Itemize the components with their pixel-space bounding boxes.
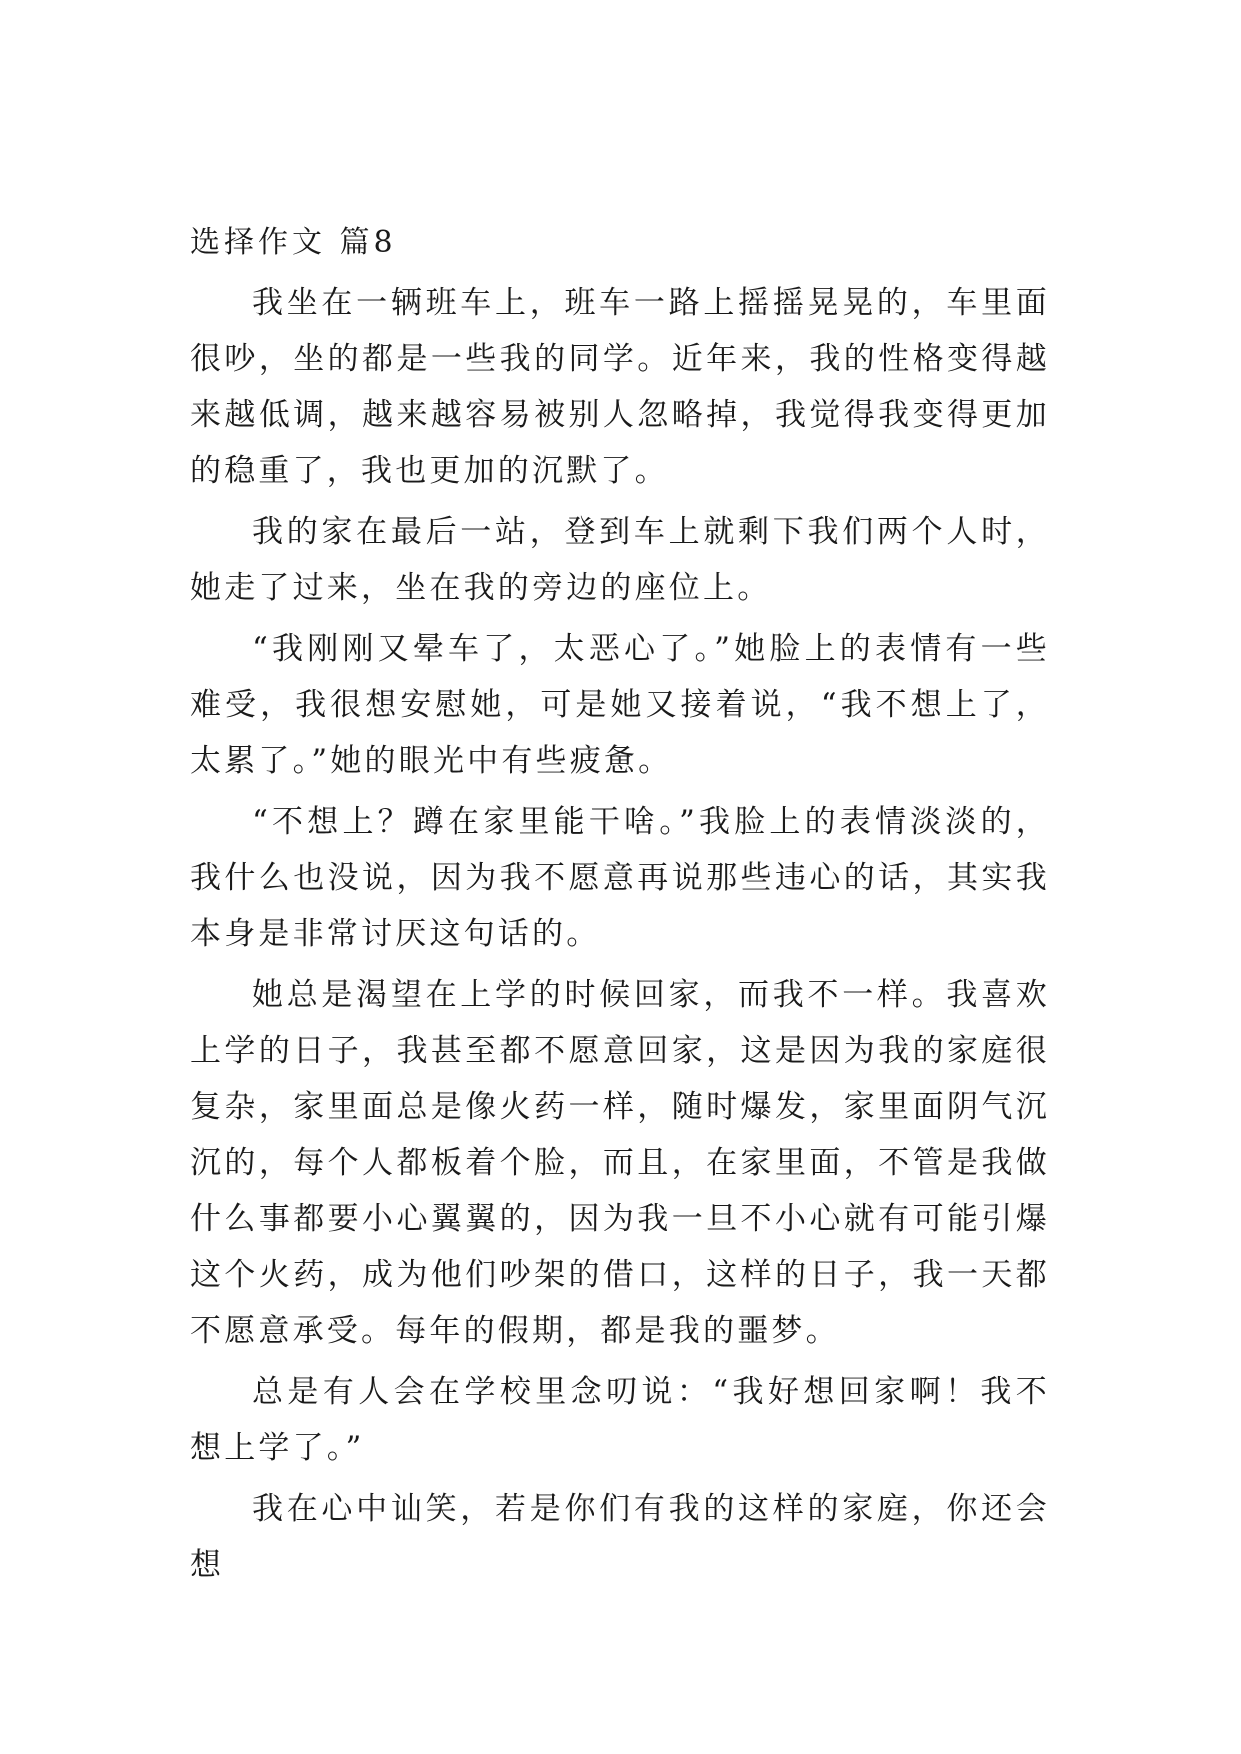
paragraph: 我的家在最后一站，登到车上就剩下我们两个人时，她走了过来，坐在我的旁边的座位上。 [190, 514, 1050, 606]
section-title: 选择作文 篇8 [190, 225, 397, 260]
paragraph: “我刚刚又晕车了，太恶心了。”她脸上的表情有一些难受，我很想安慰她，可是她又接着说，“我不想上了，太累了。”她的眼光中有些疲惫。 [190, 631, 1050, 779]
document-body [190, 215, 1050, 1598]
paragraph: 我坐在一辆班车上，班车一路上摇摇晃晃的，车里面很吵，坐的都是一些我的同学。近年来，我的性格变得越来越低调，越来越容易被别人忽略掉，我觉得我变得更加的稳重了，我也更加的沉默了。 [190, 285, 1050, 489]
paragraph: 我在心中讪笑，若是你们有我的这样的家庭，你还会想 [190, 1491, 1050, 1583]
paragraph: 她总是渴望在上学的时候回家，而我不一样。我喜欢上学的日子，我甚至都不愿意回家，这是因为我的家庭很复杂，家里面总是像火药一样，随时爆发，家里面阴气沉沉的，每个人都板着个脸，而且，在家里面，不管是我做什么事都要小心翼翼的，因为我一旦不小心就有可能引爆这个火药，成为他们吵架的借口，这样的日子，我一天都不愿意承受。每年的假期，都是我的噩梦。 [190, 977, 1050, 1349]
paragraph: 总是有人会在学校里念叨说：“我好想回家啊！我不想上学了。” [190, 1374, 1050, 1466]
paragraph: “不想上？蹲在家里能干啥。”我脸上的表情淡淡的，我什么也没说，因为我不愿意再说那些违心的话，其实我本身是非常讨厌这句话的。 [190, 804, 1050, 952]
